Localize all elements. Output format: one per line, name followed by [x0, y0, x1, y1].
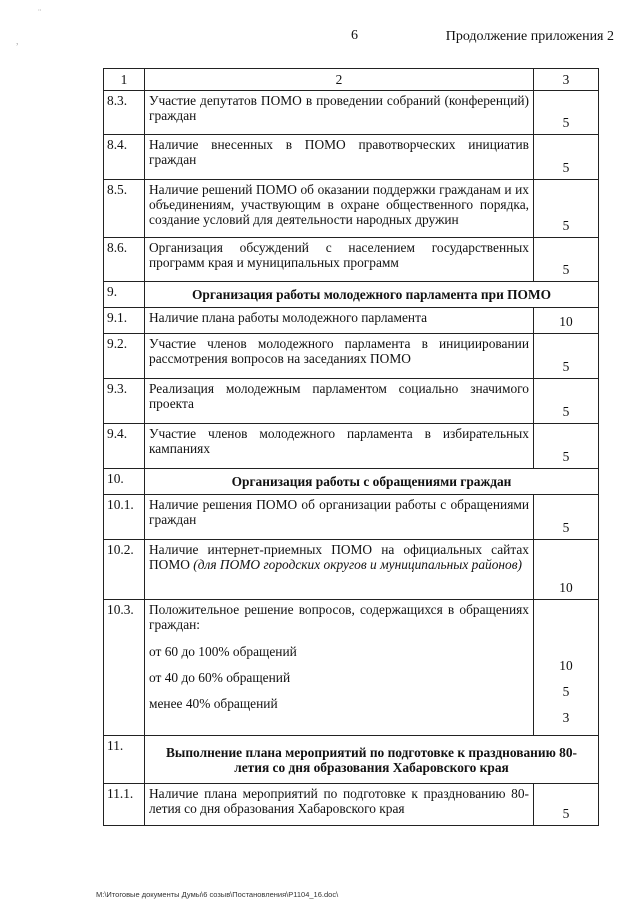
row-number: 8.5. [104, 180, 145, 238]
row-number: 9.4. [104, 424, 145, 469]
row-number: 8.3. [104, 91, 145, 135]
section-row [104, 282, 599, 308]
table-row [104, 308, 599, 334]
row-number: 9.2. [104, 334, 145, 379]
score-value: 5 [534, 91, 599, 135]
section-title: Организация работы молодежного парламента при ПОМО [145, 282, 599, 308]
row-number: 10.3. [104, 600, 145, 736]
criterion-text: Положительное решение вопросов, содержащихся в обращениях граждан: [149, 602, 529, 632]
score-value: 10 [534, 308, 599, 334]
scan-mark: ¨ [38, 8, 42, 19]
sub-criterion-text: от 40 до 60% обращений [149, 670, 291, 685]
column-header: 3 [534, 69, 599, 91]
section-row [104, 469, 599, 495]
sub-score: 10 [559, 658, 573, 673]
scan-mark: , [16, 36, 19, 47]
criterion-text: Наличие решений ПОМО об оказании поддержки гражданам и их объединениям, участвующим в охране общественного порядка, создание условий для деятельности народных дружин [149, 182, 529, 227]
score-value: 10 [534, 540, 599, 600]
criterion-note: (для ПОМО городских округов и муниципальных районов) [193, 557, 523, 572]
criterion-text: Наличие плана работы молодежного парламента [149, 310, 428, 325]
table-row [104, 135, 599, 180]
sub-criterion-text: менее 40% обращений [149, 696, 278, 711]
criterion-text: Участие депутатов ПОМО в проведении собраний (конференций) граждан [149, 93, 529, 123]
page-number: 6 [351, 28, 358, 43]
section-row [104, 736, 599, 784]
table-row [104, 238, 599, 282]
table-row [104, 91, 599, 135]
criterion-text: Наличие интернет-приемных ПОМО на официальных сайтах ПОМО [149, 542, 529, 572]
continuation-header: Продолжение приложения 2 [445, 29, 614, 44]
criterion-text: Участие членов молодежного парламента в избирательных кампаниях [149, 426, 529, 456]
table-row [104, 424, 599, 469]
row-number: 9.3. [104, 379, 145, 424]
column-header: 1 [104, 69, 145, 91]
table-row [104, 784, 599, 826]
section-title: Выполнение плана мероприятий по подготовке к празднованию 80-летия со дня образования Хабаровского края [145, 736, 599, 784]
criterion-text: Наличие внесенных в ПОМО правотворческих инициатив граждан [149, 137, 529, 167]
table-row [104, 379, 599, 424]
sub-score: 5 [562, 684, 570, 699]
score-value: 5 [534, 784, 599, 826]
file-path-footer: M:\Итоговые документы Думы\6 созыв\Постановления\P1104_16.doc\ [96, 890, 339, 899]
score-value: 5 [534, 135, 599, 180]
score-value: 5 [534, 379, 599, 424]
sub-criterion-text: от 60 до 100% обращений [149, 644, 297, 659]
row-number: 11. [104, 736, 145, 784]
score-value: 5 [534, 495, 599, 540]
table-row [104, 495, 599, 540]
criterion-text: Участие членов молодежного парламента в инициировании рассмотрения вопросов на заседаниях ПОМО [149, 336, 529, 366]
row-number: 10.2. [104, 540, 145, 600]
section-title: Организация работы с обращениями граждан [145, 469, 599, 495]
row-number: 8.6. [104, 238, 145, 282]
sub-score: 3 [562, 710, 570, 725]
criterion-text: Реализация молодежным парламентом социально значимого проекта [149, 381, 529, 411]
score-value: 5 [534, 424, 599, 469]
row-number: 10. [104, 469, 145, 495]
row-number: 11.1. [104, 784, 145, 826]
column-header: 2 [145, 69, 534, 91]
score-value: 5 [534, 238, 599, 282]
score-value: 5 [534, 180, 599, 238]
row-number: 10.1. [104, 495, 145, 540]
table-row [104, 600, 599, 736]
table-header-row [104, 69, 599, 91]
table-row [104, 334, 599, 379]
table-row [104, 180, 599, 238]
criterion-text: Наличие решения ПОМО об организации работы с обращениями граждан [149, 497, 529, 527]
table-row [104, 540, 599, 600]
score-value: 5 [534, 334, 599, 379]
criterion-text: Организация обсуждений с населением государственных программ края и муниципальных программ [149, 240, 529, 270]
criterion-text: Наличие плана мероприятий по подготовке к празднованию 80-летия со дня образования Хабаровского края [149, 786, 529, 816]
criteria-table [103, 68, 599, 826]
row-number: 9. [104, 282, 145, 308]
row-number: 8.4. [104, 135, 145, 180]
row-number: 9.1. [104, 308, 145, 334]
